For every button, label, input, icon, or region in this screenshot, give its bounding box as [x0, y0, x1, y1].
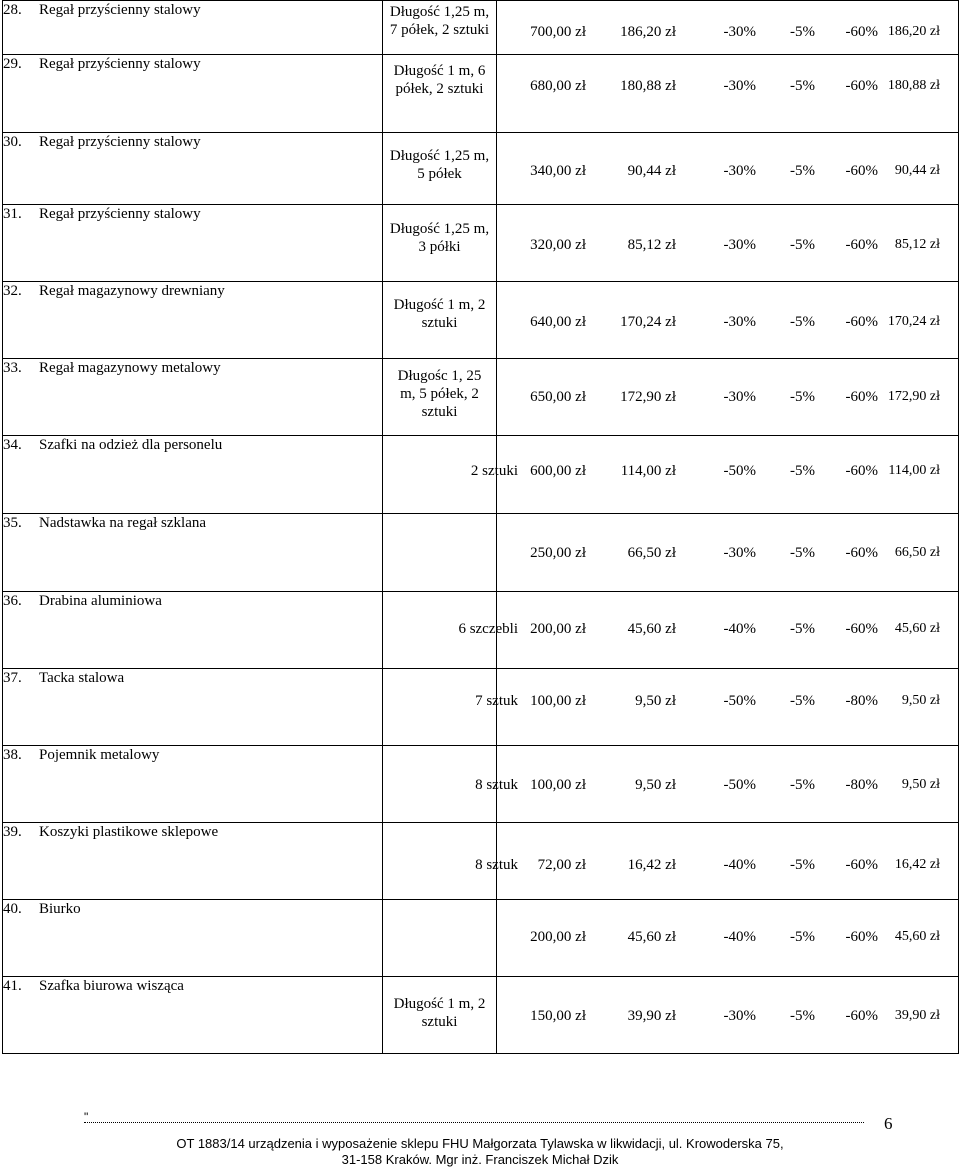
- table-row: [3, 282, 959, 359]
- table-row: [3, 900, 959, 977]
- item-name-cell: [3, 1, 383, 55]
- item-description-cell: [383, 900, 497, 977]
- discount-3-cell: -60%: [845, 314, 878, 330]
- inventory-table: [2, 0, 959, 1054]
- table-row: [3, 592, 959, 669]
- final-price-cell: 114,00 zł: [888, 463, 940, 478]
- item-name: Tacka stalowa: [39, 670, 125, 686]
- footer-line-1: OT 1883/14 urządzenia i wyposażenie sklepu FHU Małgorzata Tylawska w likwidacji, ul. Krowoderska 75,: [176, 1136, 784, 1151]
- item-number: 40.: [3, 901, 22, 917]
- item-name: Biurko: [39, 901, 81, 917]
- net-price-cell: 180,88 zł: [620, 78, 676, 94]
- discount-2-cell: -5%: [790, 1008, 815, 1024]
- net-price-cell: 39,90 zł: [627, 1008, 676, 1024]
- final-price-cell: 9,50 zł: [901, 777, 940, 792]
- table-row: [3, 514, 959, 592]
- price-cell: 250,00 zł: [530, 545, 586, 561]
- table-row: [3, 977, 959, 1054]
- discount-2-cell: -5%: [790, 693, 815, 709]
- item-name: Szafka biurowa wisząca: [39, 978, 184, 994]
- discount-2-cell: -5%: [790, 163, 815, 179]
- discount-1-cell: -40%: [723, 929, 756, 945]
- discount-1-cell: -30%: [723, 545, 756, 561]
- discount-3-cell: -60%: [845, 545, 878, 561]
- discount-1-cell: -30%: [723, 389, 756, 405]
- item-values-cell: [497, 133, 959, 205]
- item-name-cell: [3, 282, 383, 359]
- discount-2-cell: -5%: [790, 237, 815, 253]
- item-description-cell: [383, 205, 497, 282]
- item-values-cell: [470, 436, 959, 514]
- item-name-cell: [3, 592, 383, 669]
- item-number: 30.: [3, 134, 22, 150]
- quantity-cell: 8 sztuk: [475, 857, 518, 873]
- item-name-cell: [3, 514, 383, 592]
- price-cell: 200,00 zł: [530, 621, 586, 637]
- item-number: 33.: [3, 360, 22, 376]
- net-price-cell: 170,24 zł: [620, 314, 676, 330]
- item-name-cell: [3, 205, 383, 282]
- item-name: Szafki na odzież dla personelu: [39, 437, 223, 453]
- item-name-cell: [3, 436, 383, 514]
- item-values-cell: [475, 746, 959, 823]
- item-values-cell: [475, 669, 959, 746]
- item-name-cell: [3, 133, 383, 205]
- discount-1-cell: -50%: [723, 463, 756, 479]
- item-number: 32.: [3, 283, 22, 299]
- item-name: Pojemnik metalowy: [39, 747, 160, 763]
- table-row: [3, 746, 959, 823]
- item-number: 39.: [3, 824, 22, 840]
- final-price-cell: 9,50 zł: [901, 693, 940, 708]
- price-cell: 320,00 zł: [530, 237, 586, 253]
- discount-1-cell: -30%: [723, 237, 756, 253]
- final-price-cell: 85,12 zł: [894, 237, 940, 252]
- net-price-cell: 45,60 zł: [627, 621, 676, 637]
- item-number: 38.: [3, 747, 22, 763]
- price-cell: 100,00 zł: [530, 777, 586, 793]
- discount-3-cell: -60%: [845, 929, 878, 945]
- item-name-cell: [3, 55, 383, 133]
- footer-divider: [84, 1122, 864, 1124]
- discount-3-cell: -60%: [845, 463, 878, 479]
- item-name: Regał magazynowy drewniany: [39, 283, 225, 299]
- discount-3-cell: -60%: [845, 237, 878, 253]
- discount-2-cell: -5%: [790, 463, 815, 479]
- final-price-cell: 45,60 zł: [894, 621, 940, 636]
- net-price-cell: 114,00 zł: [620, 463, 676, 479]
- discount-3-cell: -60%: [845, 163, 878, 179]
- item-description: Długość 1,25 m, 7 półek, 2 sztuki: [389, 4, 490, 38]
- item-name-cell: [3, 900, 383, 977]
- item-name-cell: [3, 746, 383, 823]
- item-description-cell: [383, 133, 497, 205]
- item-values-cell: [497, 205, 959, 282]
- final-price-cell: 16,42 zł: [894, 857, 940, 872]
- item-description: Długość 1,25 m, 5 półek: [389, 148, 490, 182]
- price-cell: 600,00 zł: [530, 463, 586, 479]
- item-values-cell: [497, 282, 959, 359]
- price-cell: 100,00 zł: [530, 693, 586, 709]
- item-number: 36.: [3, 593, 22, 609]
- item-values-cell: [458, 592, 959, 669]
- discount-3-cell: -60%: [845, 857, 878, 873]
- discount-2-cell: -5%: [790, 314, 815, 330]
- item-name-cell: [3, 977, 383, 1054]
- item-name: Regał przyścienny stalowy: [39, 2, 201, 18]
- discount-2-cell: -5%: [790, 857, 815, 873]
- item-description-cell: [383, 282, 497, 359]
- table-row: [3, 669, 959, 746]
- net-price-cell: 66,50 zł: [627, 545, 676, 561]
- item-values-cell: [497, 359, 959, 436]
- item-description-cell: [383, 977, 497, 1054]
- final-price-cell: 186,20 zł: [887, 24, 940, 39]
- item-name: Regał przyścienny stalowy: [39, 56, 201, 72]
- table-row: [3, 1, 959, 55]
- item-number: 37.: [3, 670, 22, 686]
- discount-1-cell: -30%: [723, 24, 756, 40]
- item-description-cell: [383, 55, 497, 133]
- item-number: 29.: [3, 56, 22, 72]
- discount-3-cell: -60%: [845, 24, 878, 40]
- item-name: Regał magazynowy metalowy: [39, 360, 221, 376]
- item-values-cell: [497, 900, 959, 977]
- discount-1-cell: -30%: [723, 1008, 756, 1024]
- item-description: Długość 1 m, 6 półek, 2 sztuki: [393, 63, 486, 97]
- price-cell: 150,00 zł: [530, 1008, 586, 1024]
- item-number: 31.: [3, 206, 22, 222]
- price-cell: 200,00 zł: [530, 929, 586, 945]
- page-number: 6: [884, 1114, 893, 1133]
- net-price-cell: 45,60 zł: [627, 929, 676, 945]
- item-name: Nadstawka na regał szklana: [39, 515, 207, 531]
- item-description-cell: [383, 514, 497, 592]
- discount-2-cell: -5%: [790, 777, 815, 793]
- item-values-cell: [497, 55, 959, 133]
- price-cell: 72,00 zł: [537, 857, 586, 873]
- final-price-cell: 90,44 zł: [894, 163, 940, 178]
- quantity-cell: 7 sztuk: [475, 693, 518, 709]
- final-price-cell: 180,88 zł: [887, 78, 940, 93]
- net-price-cell: 85,12 zł: [627, 237, 676, 253]
- discount-2-cell: -5%: [790, 389, 815, 405]
- item-values-cell: [475, 823, 959, 900]
- net-price-cell: 90,44 zł: [627, 163, 676, 179]
- item-name: Regał przyścienny stalowy: [39, 206, 201, 222]
- discount-2-cell: -5%: [790, 545, 815, 561]
- discount-3-cell: -60%: [845, 389, 878, 405]
- price-cell: 700,00 zł: [530, 24, 586, 40]
- item-values-cell: [497, 977, 959, 1054]
- final-price-cell: 172,90 zł: [887, 389, 940, 404]
- item-description: Długość 1 m, 2 sztuki: [393, 996, 486, 1030]
- discount-1-cell: -30%: [723, 163, 756, 179]
- item-description: Długośc 1, 25 m, 5 półek, 2 sztuki: [397, 368, 482, 420]
- discount-3-cell: -80%: [845, 777, 878, 793]
- discount-3-cell: -60%: [845, 1008, 878, 1024]
- discount-1-cell: -50%: [723, 777, 756, 793]
- item-number: 28.: [3, 2, 22, 18]
- net-price-cell: 16,42 zł: [627, 857, 676, 873]
- item-description-cell: [383, 1, 497, 55]
- item-number: 34.: [3, 437, 22, 453]
- discount-1-cell: -30%: [723, 314, 756, 330]
- quantity-cell: 6 szczebli: [458, 621, 518, 637]
- item-values-cell: [497, 1, 959, 55]
- item-name-cell: [3, 823, 383, 900]
- footer-tick-mark: ": [84, 1110, 89, 1124]
- net-price-cell: 186,20 zł: [620, 24, 676, 40]
- discount-3-cell: -60%: [845, 78, 878, 94]
- discount-2-cell: -5%: [790, 929, 815, 945]
- table-row: [3, 436, 959, 514]
- quantity-cell: 8 sztuk: [475, 777, 518, 793]
- item-description: Długość 1,25 m, 3 półki: [389, 221, 490, 255]
- discount-3-cell: -60%: [845, 621, 878, 637]
- item-name: Drabina aluminiowa: [39, 593, 162, 609]
- item-name-cell: [3, 669, 383, 746]
- table-row: [3, 359, 959, 436]
- item-name: Regał przyścienny stalowy: [39, 134, 201, 150]
- item-number: 35.: [3, 515, 22, 531]
- discount-2-cell: -5%: [790, 621, 815, 637]
- item-description-cell: [383, 359, 497, 436]
- inventory-table-body: [3, 1, 959, 1054]
- net-price-cell: 9,50 zł: [635, 693, 676, 709]
- discount-1-cell: -50%: [723, 693, 756, 709]
- final-price-cell: 45,60 zł: [894, 929, 940, 944]
- price-cell: 640,00 zł: [530, 314, 586, 330]
- discount-1-cell: -40%: [723, 621, 756, 637]
- discount-2-cell: -5%: [790, 24, 815, 40]
- discount-1-cell: -40%: [723, 857, 756, 873]
- table-row: [3, 205, 959, 282]
- final-price-cell: 39,90 zł: [894, 1008, 940, 1023]
- price-cell: 650,00 zł: [530, 389, 586, 405]
- table-row: [3, 823, 959, 900]
- table-row: [3, 133, 959, 205]
- net-price-cell: 172,90 zł: [620, 389, 676, 405]
- discount-3-cell: -80%: [845, 693, 878, 709]
- item-description: Długość 1 m, 2 sztuki: [393, 297, 486, 331]
- quantity-cell: 2 sztuki: [470, 463, 518, 479]
- item-values-cell: [497, 514, 959, 592]
- price-cell: 680,00 zł: [530, 78, 586, 94]
- item-name-cell: [3, 359, 383, 436]
- discount-1-cell: -30%: [723, 78, 756, 94]
- price-cell: 340,00 zł: [530, 163, 586, 179]
- item-name: Koszyki plastikowe sklepowe: [39, 824, 219, 840]
- net-price-cell: 9,50 zł: [635, 777, 676, 793]
- table-row: [3, 55, 959, 133]
- final-price-cell: 170,24 zł: [887, 314, 940, 329]
- discount-2-cell: -5%: [790, 78, 815, 94]
- footer-line-2: 31-158 Kraków. Mgr inż. Franciszek Michał Dzik: [341, 1152, 619, 1167]
- final-price-cell: 66,50 zł: [894, 545, 940, 560]
- item-number: 41.: [3, 978, 22, 994]
